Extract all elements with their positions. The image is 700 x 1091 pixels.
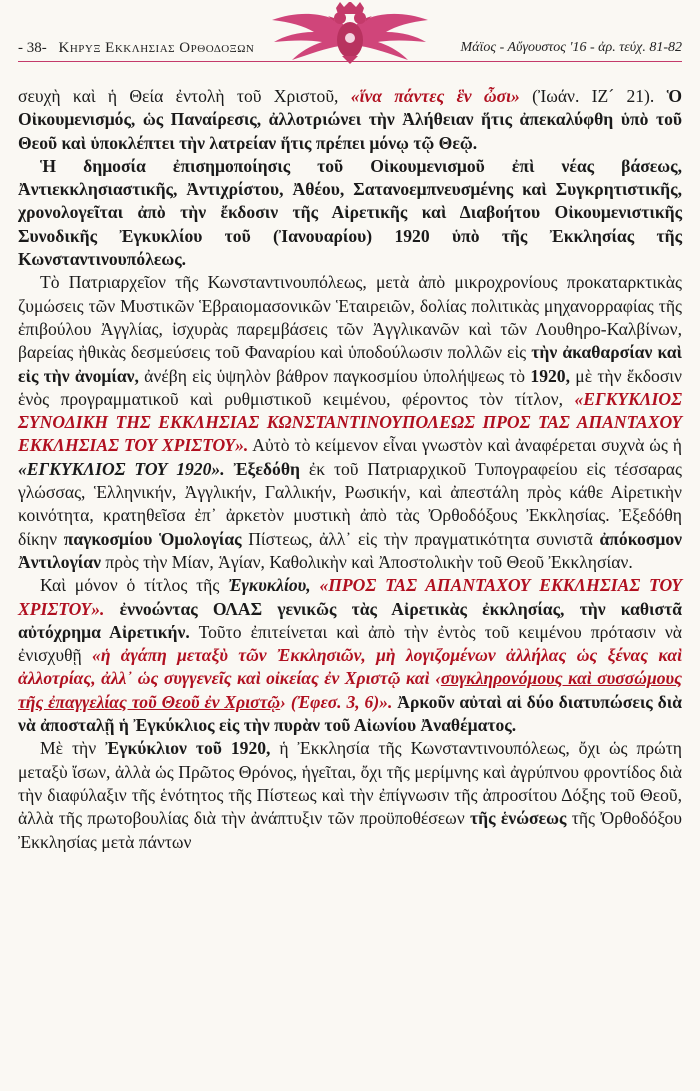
text-run: Πίστεως, ἀλλ᾿ εἰς τὴν πραγματικότητα συνιστᾶ [241, 528, 600, 549]
text-run: Τοῦτο ἐπιτείνεται καὶ ἀπὸ τὴν ἐντὸς τοῦ κειμένου πρότασιν νὰ ἐνισχυθῇ [18, 621, 682, 666]
bold-text: τῆς ἑνώσεως [469, 808, 567, 829]
text-run: Μὲ τὴν [40, 738, 106, 759]
text-run: (Ἰωάν. ΙΖ´ 21). [519, 86, 655, 106]
encyclical-title-highlight: «ΕΓΚΥΚΛΙΟΣ ΣΥΝΟΔΙΚΗ ΤΗΣ ΕΚΚΛΗΣΙΑΣ ΚΩΝΣΤΑΝΤΙΝΟΥΠΟΛΕΩΣ ΠΡΟΣ ΤΑΣ ΑΠΑΝΤΑΧΟΥ ΕΚΚΛΗΣΙΑΣ ΤΟΥ ΧΡΙΣΤΟΥ». [18, 388, 682, 456]
quote-highlight: «ἵνα πάντες ἓν ὦσι» [350, 86, 520, 106]
text-run: ἐκ τοῦ Πατριαρχικοῦ Τυπογραφείου εἰς τέσσαρας γλώσσας, Ἑλληνικήν, Ἀγγλικήν, Γαλλικήν, Ρωσικήν, καὶ ἀπεστάλη πρὸς κάθε Αἰρετικὴν κοινότητα, κρατηθεῖσα ἐπ᾿ ἀρκετὸν μυστικὴ ἀπὸ τὰς Ὀρθοδόξους Ἐκκλησίας. Ἐξεδόθη δίκην [18, 458, 682, 549]
header-rule [18, 61, 682, 62]
double-headed-eagle-icon [270, 2, 430, 64]
bold-text: τὴν ἀκαθαρσίαν καὶ εἰς τὴν ἀνομίαν, [18, 342, 682, 386]
encyclical-title-highlight: «ΠΡΟΣ ΤΑΣ ΑΠΑΝΤΑΧΟΥ ΕΚΚΛΗΣΙΑΣ ΤΟΥ ΧΡΙΣΤΟΥ». [18, 575, 682, 619]
text-run: Καὶ μόνον ὁ τίτλος τῆς [40, 575, 229, 596]
paragraph-3 [18, 271, 682, 574]
paragraph-5 [18, 737, 682, 853]
quote-highlight: › (Ἐφεσ. 3, 6)». [280, 691, 393, 712]
paragraph-2 [18, 155, 682, 271]
paragraph-4 [18, 574, 682, 737]
paragraph-1 [18, 85, 682, 155]
journal-title: Κηρυξ Εκκλησιας Ορθοδοξων [58, 40, 255, 56]
bold-text: παγκοσμίου Ὁμολογίας [63, 528, 242, 549]
bold-text: Ἡ δημοσία ἐπισημοποίησις τοῦ Οἰκουμενισμοῦ ἐπὶ νέας βάσεως, Ἀντιεκκλησιαστικῆς, Ἀντιχρίστου, Ἀθέου, Σατανοεμπνευσμένης καὶ Συγκρητιστικῆς, χρονολογεῖται ἀπὸ τὴν ἔκδοσιν τῆς Αἰρετικῆς καὶ Διαβοήτου Οἰκουμενιστικῆς Συνοδικῆς Ἐγκυκλίου τοῦ (Ἰανουαρίου) 1920 ὑπὸ τῆς Ἐκκλησίας τῆς Κωνσταντινουπόλεως. [18, 155, 682, 270]
text-run: μὲ τὴν ἔκδοσιν ἑνὸς προγραμματικοῦ καὶ ρυθμιστικοῦ κειμένου, φέροντος τὸν τίτλον, [18, 365, 682, 409]
text-run: ἀνέβη εἰς ὑψηλὸν βάθρον παγκοσμίου ὑπολήψεως τὸ [138, 365, 531, 386]
bold-text: Ἀρκοῦν αὐταὶ αἱ δύο διατυπώσεις διὰ νὰ ἀποσταλῇ ἡ Ἐγκύκλιος εἰς τὴν πυρὰν τοῦ Αἰωνίου Ἀναθέματος. [18, 691, 683, 736]
article-body [18, 85, 682, 854]
bold-text: Ἐγκύκλιον τοῦ 1920, [105, 738, 271, 759]
text-run: πρὸς τὴν Μίαν, Ἁγίαν, Καθολικὴν καὶ Ἀποστολικὴν τοῦ Θεοῦ Ἐκκλησίαν. [100, 551, 633, 572]
bold-text: ἀπόκοσμον Ἀντιλογίαν [18, 528, 682, 572]
bold-italic-text: «ΕΓΚΥΚΛΙΟΣ ΤΟΥ 1920». [18, 458, 225, 479]
text-run: Τὸ Πατριαρχεῖον τῆς Κωνσταντινουπόλεως, μετὰ ἀπὸ μικροχρονίους προκαταρκτικὰς ζυμώσεις τῶν Μυστικῶν Ἑβραιομασονικῶν Ἑταιρειῶν, δολίας πολιτικὰς μηχανορραφίας τῆς ἐπιβούλου Ἀγγλίας, ἰσχυρὰς παρεμβάσεις τῶν Ἀγγλικανῶν καὶ τῶν Λουθηρο-Καλβίνων, βαρείας ἠθικὰς δεσμεύσεις τοῦ Φαναρίου καὶ ὑποδούλωσιν πολλῶν εἰς [18, 272, 682, 363]
quote-highlight: «ἡ ἀγάπη μεταξὺ τῶν Ἐκκλησιῶν, μὴ λογιζομένων ἀλλήλας ὡς ξένας καὶ ἀλλοτρίας, ἀλλ᾿ ὡς συγγενεῖς καὶ οἰκείας ἐν Χριστῷ καὶ ‹ [18, 645, 682, 689]
text-run: σευχὴ καὶ ἡ Θεία ἐντολὴ τοῦ Χριστοῦ, [18, 86, 351, 106]
text-run: Αὐτὸ τὸ κείμενον εἶναι γνωστὸν καὶ ἀναφέρεται συχνὰ ὡς ἡ [248, 435, 682, 456]
bold-text: Ἐξεδόθη [224, 458, 301, 479]
text-run: ἡ Ἐκκλησία τῆς Κωνσταντινουπόλεως, ὄχι ὡς πρώτη μεταξὺ ἴσων, ἀλλὰ ὡς Πρῶτος Θρόνος, ἡγεῖται, ὄχι τῆς μερίμνης καὶ ἀγρύπνου φροντίδος διὰ τὴν διαφύλαξιν τῆς ἑνότητος τῆς Πίστεως καὶ τὴν ἐπίγνωσιν τῆς ἀπροσίτου Δόξης τοῦ Θεοῦ, ἀλλὰ τῆς πρωτοβουλίας διὰ τὴν ἀνάπτυξιν τῶν προϋποθέσεων [18, 738, 682, 829]
bold-text: Ὁ Οἰκουμενισμός, ὡς Παναίρεσις, ἀλλοτριώνει τὴν Ἀλήθειαν ἥτις ἀπεκαλύφθη ὑπὸ τοῦ Θεοῦ καὶ ὑποκλέπτει τὴν λατρείαν ἥτις πρέπει μόνῳ τῷ Θεῷ. [18, 86, 682, 153]
bold-text: 1920, [530, 365, 570, 386]
bold-text: ἐννοώντας ΟΛΑΣ γενικῶς τὰς Αἰρετικὰς ἐκκλησίας, τὴν καθιστᾶ αὐτόχρημα Αἰρετικήν. [18, 598, 682, 642]
page-number: - 38- [18, 40, 47, 56]
bold-italic-text: Ἐγκυκλίου, [228, 575, 311, 596]
issue-info: Μάϊος - Αὔγουστος '16 - ἀρ. τεύχ. 81-82 [460, 40, 682, 55]
header-left [18, 40, 254, 57]
underlined-quote: συγκληρονόμους καὶ συσσώμους τῆς ἐπαγγελίας τοῦ Θεοῦ ἐν Χριστῷ [18, 668, 682, 712]
text-run: τῆς Ὀρθοδόξου Ἐκκλησίας μετὰ πάντων [18, 808, 683, 852]
